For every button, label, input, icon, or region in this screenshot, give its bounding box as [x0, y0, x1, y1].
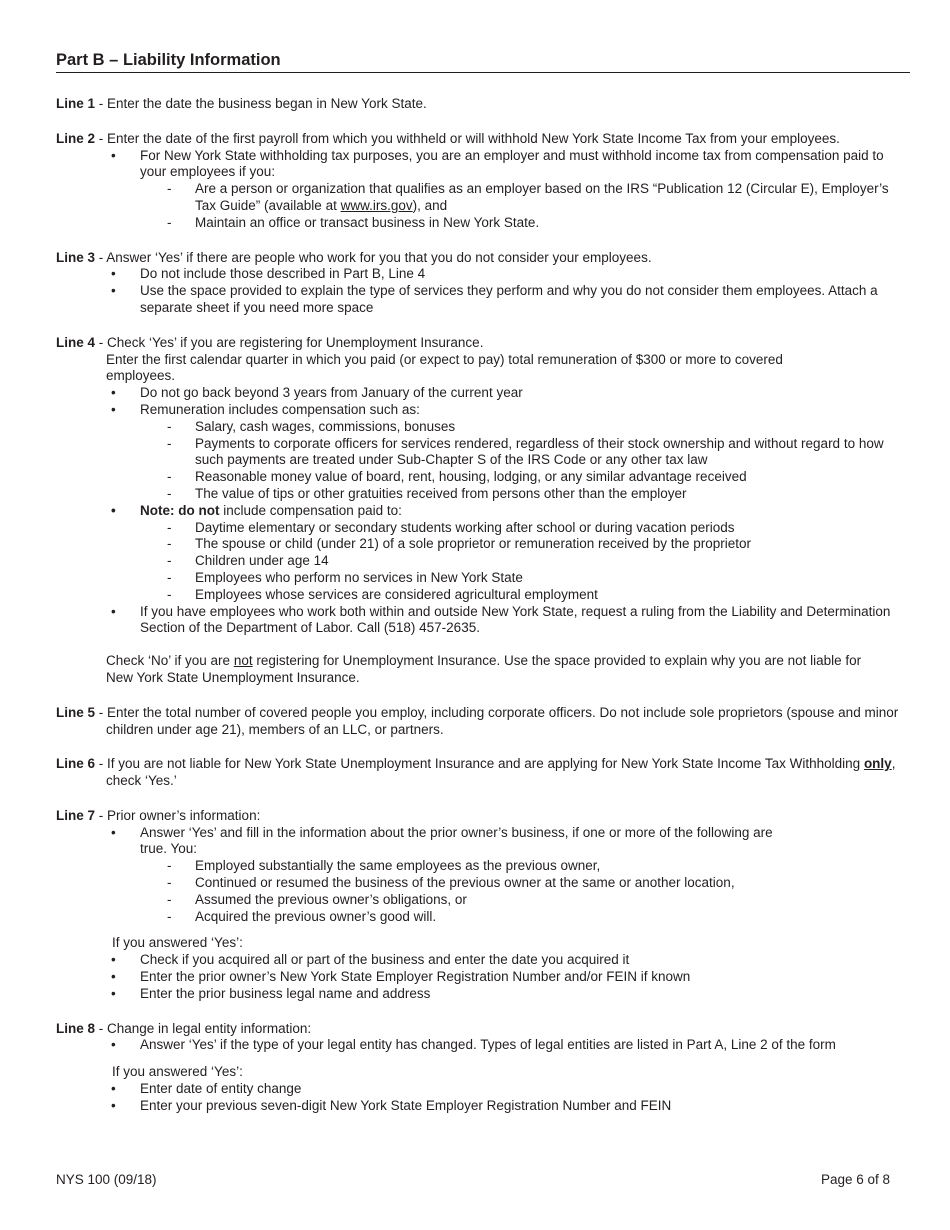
no-underlined: not [233, 653, 253, 669]
list-item: • Do not include those described in Part B, Line 4 [56, 266, 910, 283]
line-1 [56, 96, 910, 113]
line-4-note [56, 503, 910, 520]
line-5-label: Line 5 [56, 704, 96, 720]
list-item: • Use the space provided to explain the type of services they perform and why you do not consider them employees. Attach a separate sheet if you need more space [56, 283, 910, 317]
line-4-text: - Check ‘Yes’ if you are registering for Unemployment Insurance. [95, 334, 484, 350]
line-2-bullet-text: For New York State withholding tax purposes, you are an employer and must withhold income tax from compensation paid to your employees if you: [140, 147, 884, 180]
line-7-label: Line 7 [56, 807, 96, 823]
line-7-text: - Prior owner’s information: [95, 807, 261, 823]
list-item: • Answer ‘Yes’ if the type of your legal entity has changed. Types of legal entities are listed in Part A, Line 2 of the form [56, 1037, 910, 1054]
irs-link[interactable]: www.irs.gov [340, 197, 413, 213]
line-2 [56, 131, 910, 232]
list-item: - The value of tips or other gratuities received from persons other than the employer [56, 486, 910, 503]
list-item: • Remuneration includes compensation such as: [56, 402, 910, 419]
line-7 [56, 808, 910, 1003]
line-4-label: Line 4 [56, 334, 96, 350]
line-6 [56, 756, 910, 790]
page-number: Page 6 of 8 [821, 1172, 891, 1187]
list-item: - Continued or resumed the business of the previous owner at the same or another location, [56, 875, 910, 892]
line-2-dash-1 [56, 181, 910, 215]
line-2-label: Line 2 [56, 130, 96, 146]
list-item: - Employees whose services are considered agricultural employment [56, 587, 910, 604]
list-item: - Reasonable money value of board, rent, housing, lodging, or any similar advantage received [56, 469, 910, 486]
list-item: • Do not go back beyond 3 years from January of the current year [56, 385, 910, 402]
form-number: NYS 100 (09/18) [56, 1172, 157, 1187]
line-8-text: - Change in legal entity information: [95, 1020, 312, 1036]
list-item: • If you have employees who work both within and outside New York State, request a ruling from the Liability and Determination Section of the Department of Labor. Call (518) 457-2635. [56, 604, 910, 638]
list-item: • Answer ‘Yes’ and fill in the information about the prior owner’s business, if one or more of the following are true. You: [56, 825, 910, 859]
line-8 [56, 1021, 910, 1115]
line-2-text: - Enter the date of the first payroll from which you withheld or will withhold New York State Income Tax from your employees. [95, 130, 840, 146]
line-8-label: Line 8 [56, 1020, 96, 1036]
note-rest: include compensation paid to: [219, 502, 402, 518]
line-7-if-yes: If you answered ‘Yes’: [112, 935, 243, 951]
list-item: - Salary, cash wages, commissions, bonuses [56, 419, 910, 436]
list-item: • Enter the prior business legal name and address [56, 986, 910, 1003]
list-item: - Acquired the previous owner’s good will. [56, 909, 910, 926]
line-3 [56, 250, 910, 317]
line-4-intro: Enter the first calendar quarter in which you paid (or expect to pay) total remuneration of $300 or more to covered employees. [106, 351, 783, 384]
line-2-dash-1-text: Are a person or organization that qualifies as an employer based on the IRS “Publication 12 (Circular E), Employer’s Tax Guide” (available at [195, 181, 889, 213]
list-item: - The spouse or child (under 21) of a sole proprietor or remuneration received by the proprietor [56, 536, 910, 553]
line-6-text-post: , check ‘Yes.’ [106, 756, 896, 789]
line-2-dash-1-post: ), and [412, 197, 448, 213]
line-5 [56, 705, 910, 739]
line-1-text: - Enter the date the business began in New York State. [95, 96, 427, 111]
list-item: - Children under age 14 [56, 553, 910, 570]
no-post: registering for Unemployment Insurance. Use the space provided to explain why you are not liable for New York State Unemployment Insurance. [106, 653, 862, 685]
line-5-text: - Enter the total number of covered people you employ, including corporate officers. Do not include sole proprietors (spouse and minor children under age 21), members of an LLC, or partners. [95, 704, 899, 737]
list-item: - Daytime elementary or secondary students working after school or during vacation periods [56, 520, 910, 537]
line-1-label: Line 1 [56, 96, 96, 111]
list-item: - Employed substantially the same employees as the previous owner, [56, 858, 910, 875]
no-pre: Check ‘No’ if you are [106, 653, 234, 669]
list-item: - Payments to corporate officers for services rendered, regardless of their stock ownership and without regard to how such payments are treated under Sub-Chapter S of the IRS Code or any other tax law [56, 436, 910, 470]
instructions-page [56, 50, 910, 1115]
note-bold: Note: do not [140, 502, 220, 518]
list-item: • Enter date of entity change [56, 1081, 910, 1098]
line-2-dash-2-text: Maintain an office or transact business in New York State. [195, 214, 540, 230]
list-item: • Enter your previous seven-digit New York State Employer Registration Number and FEIN [56, 1098, 910, 1115]
list-item: - Assumed the previous owner’s obligations, or [56, 892, 910, 909]
section-title: Part B – Liability Information [56, 50, 910, 73]
list-item: • Check if you acquired all or part of the business and enter the date you acquired it [56, 952, 910, 969]
line-3-label: Line 3 [56, 249, 96, 265]
line-6-only: only [863, 756, 892, 772]
line-3-text: - Answer ‘Yes’ if there are people who work for you that you do not consider your employees. [95, 249, 652, 265]
line-4 [56, 335, 910, 687]
line-6-label: Line 6 [56, 756, 96, 772]
line-2-dash-2 [56, 215, 910, 232]
line-4-no [106, 653, 910, 687]
list-item: - Employees who perform no services in New York State [56, 570, 910, 587]
line-8-if-yes: If you answered ‘Yes’: [112, 1064, 243, 1080]
line-2-bullet [56, 148, 910, 182]
list-item: • Enter the prior owner’s New York State Employer Registration Number and/or FEIN if known [56, 969, 910, 986]
line-6-text: - If you are not liable for New York State Unemployment Insurance and are applying for New York State Income Tax Withholding [95, 756, 864, 772]
